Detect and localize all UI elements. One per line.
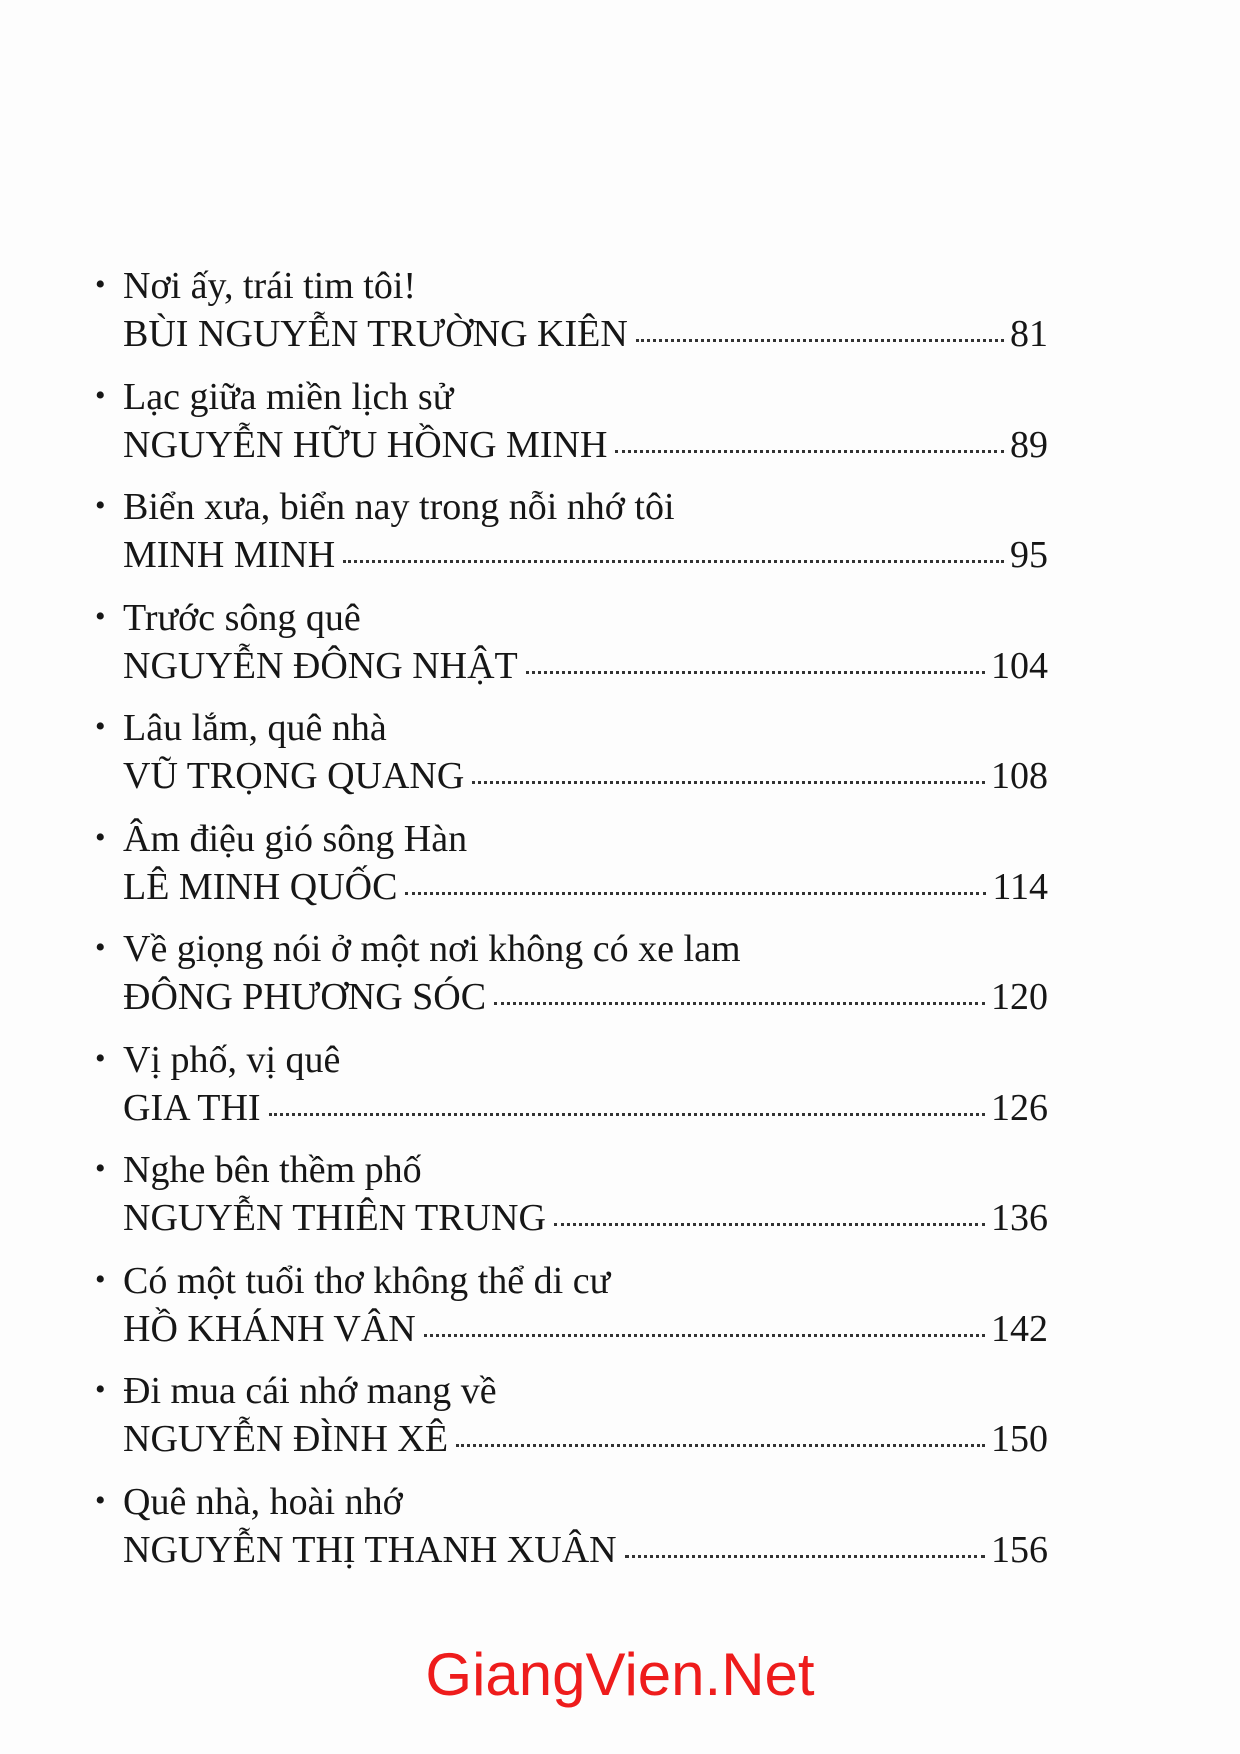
toc-entry-title-line bbox=[95, 483, 1055, 530]
toc-entry-title: Trước sông quê bbox=[123, 596, 361, 639]
toc-entry bbox=[95, 815, 1055, 926]
toc-entry-title-line bbox=[95, 1146, 1055, 1193]
toc-entry-title-line bbox=[95, 1478, 1055, 1525]
toc-entry-author-line bbox=[123, 530, 1048, 580]
dot-leader bbox=[554, 1223, 985, 1226]
toc-entry-page: 156 bbox=[991, 1528, 1048, 1571]
dot-leader bbox=[494, 1002, 985, 1005]
dot-leader bbox=[343, 560, 1004, 563]
toc-entry-author: NGUYỄN HỮU HỒNG MINH bbox=[123, 423, 608, 466]
toc-entry-author: BÙI NGUYỄN TRƯỜNG KIÊN bbox=[123, 313, 628, 355]
toc-entry bbox=[95, 925, 1055, 1036]
toc-entry-author-line bbox=[123, 1414, 1048, 1464]
toc-entry-page: 81 bbox=[1010, 313, 1048, 355]
toc-entry-title: Lâu lắm, quê nhà bbox=[123, 707, 387, 749]
toc-entry bbox=[95, 1478, 1055, 1589]
toc-entry-author: ĐÔNG PHƯƠNG SÓC bbox=[123, 976, 487, 1018]
bullet-icon: • bbox=[95, 599, 106, 633]
toc-entry-page: 150 bbox=[991, 1418, 1048, 1460]
toc-entry bbox=[95, 373, 1055, 484]
bullet-icon: • bbox=[95, 378, 106, 412]
toc-entry-author: MINH MINH bbox=[123, 534, 336, 576]
toc-entry bbox=[95, 1146, 1055, 1257]
toc-entry-title: Nơi ấy, trái tim tôi! bbox=[123, 265, 417, 307]
toc-entry-title-line bbox=[95, 815, 1055, 862]
toc-entry-author: NGUYỄN ĐÔNG NHẬT bbox=[123, 644, 518, 687]
toc-entry-title-line bbox=[95, 262, 1055, 309]
bullet-icon: • bbox=[95, 489, 106, 522]
bullet-icon: • bbox=[95, 931, 106, 964]
toc-entry bbox=[95, 483, 1055, 594]
toc-entry-title-line bbox=[95, 594, 1055, 641]
toc-entry-author-line bbox=[123, 1083, 1048, 1133]
toc-entry-author: NGUYỄN THIÊN TRUNG bbox=[123, 1197, 546, 1239]
dot-leader bbox=[269, 1113, 985, 1116]
toc-entry-author-line bbox=[123, 1525, 1048, 1575]
toc-entry-title: Âm điệu gió sông Hàn bbox=[123, 817, 468, 860]
toc-entry-author: HỒ KHÁNH VÂN bbox=[123, 1307, 416, 1350]
toc-entry-title: Có một tuổi thơ không thể di cư bbox=[123, 1259, 611, 1302]
toc-entry-author: NGUYỄN ĐÌNH XÊ bbox=[123, 1418, 449, 1460]
toc-entry-author-line bbox=[123, 1304, 1048, 1354]
toc-entry-page: 136 bbox=[991, 1197, 1048, 1239]
toc-entry-page: 126 bbox=[991, 1086, 1048, 1129]
toc-entry-author-line bbox=[123, 972, 1048, 1022]
toc-entry-title-line bbox=[95, 373, 1055, 420]
toc-entry-title-line bbox=[95, 1036, 1055, 1083]
toc-entry-page: 120 bbox=[991, 976, 1048, 1018]
bullet-icon: • bbox=[95, 820, 106, 854]
toc-entry-title-line bbox=[95, 1257, 1055, 1304]
watermark-text: GiangVien.Net bbox=[425, 1641, 815, 1708]
toc-entry-page: 142 bbox=[991, 1307, 1048, 1350]
toc-entry-author-line bbox=[123, 641, 1048, 691]
toc-entry-title: Quê nhà, hoài nhớ bbox=[123, 1480, 403, 1523]
toc-entry-author-line bbox=[123, 309, 1048, 359]
dot-leader bbox=[615, 450, 1004, 453]
bullet-icon: • bbox=[95, 1483, 106, 1517]
dot-leader bbox=[526, 671, 985, 674]
toc-entry-author-line bbox=[123, 1193, 1048, 1243]
dot-leader bbox=[424, 1334, 985, 1337]
dot-leader bbox=[472, 781, 985, 784]
toc-entry bbox=[95, 1036, 1055, 1147]
toc-entry-author-line bbox=[123, 751, 1048, 801]
toc-entry bbox=[95, 704, 1055, 815]
dot-leader bbox=[405, 892, 986, 895]
toc-entry bbox=[95, 262, 1055, 373]
toc-entry-page: 104 bbox=[991, 644, 1048, 687]
toc-entry-title-line bbox=[95, 704, 1055, 751]
toc-entry-title: Đi mua cái nhớ mang về bbox=[123, 1370, 497, 1412]
bullet-icon: • bbox=[95, 1041, 106, 1075]
bullet-icon: • bbox=[95, 1152, 106, 1185]
bullet-icon: • bbox=[95, 1262, 106, 1296]
toc-entry-title-line bbox=[95, 925, 1055, 972]
toc-entry bbox=[95, 1257, 1055, 1368]
bullet-icon: • bbox=[95, 710, 106, 743]
bullet-icon: • bbox=[95, 1373, 106, 1406]
toc-entry-page: 114 bbox=[992, 865, 1048, 908]
toc-entry-title: Vị phố, vị quê bbox=[123, 1038, 341, 1081]
toc-entry-page: 89 bbox=[1010, 423, 1048, 466]
dot-leader bbox=[625, 1555, 985, 1558]
toc-entry-author: NGUYỄN THỊ THANH XUÂN bbox=[123, 1528, 617, 1571]
dot-leader bbox=[456, 1444, 985, 1447]
toc-entry-author-line bbox=[123, 420, 1048, 470]
toc-entry-title: Nghe bên thềm phố bbox=[123, 1149, 422, 1191]
toc-entry-page: 95 bbox=[1010, 534, 1048, 576]
toc-entry-author: VŨ TRỌNG QUANG bbox=[123, 755, 465, 797]
toc-entry-title: Lạc giữa miền lịch sử bbox=[123, 375, 454, 418]
bullet-icon: • bbox=[95, 268, 106, 301]
toc-entry-title: Biển xưa, biển nay trong nỗi nhớ tôi bbox=[123, 486, 675, 528]
toc-entry-title-line bbox=[95, 1367, 1055, 1414]
toc-entry-author-line bbox=[123, 862, 1048, 912]
toc-entry-page: 108 bbox=[991, 755, 1048, 797]
toc-entry bbox=[95, 1367, 1055, 1478]
toc-entry-author: LÊ MINH QUỐC bbox=[123, 865, 398, 908]
toc-entry-author: GIA THI bbox=[123, 1086, 261, 1129]
dot-leader bbox=[636, 339, 1004, 342]
toc-entry-title: Về giọng nói ở một nơi không có xe lam bbox=[123, 928, 741, 970]
toc-entry bbox=[95, 594, 1055, 705]
table-of-contents bbox=[95, 262, 1055, 1588]
